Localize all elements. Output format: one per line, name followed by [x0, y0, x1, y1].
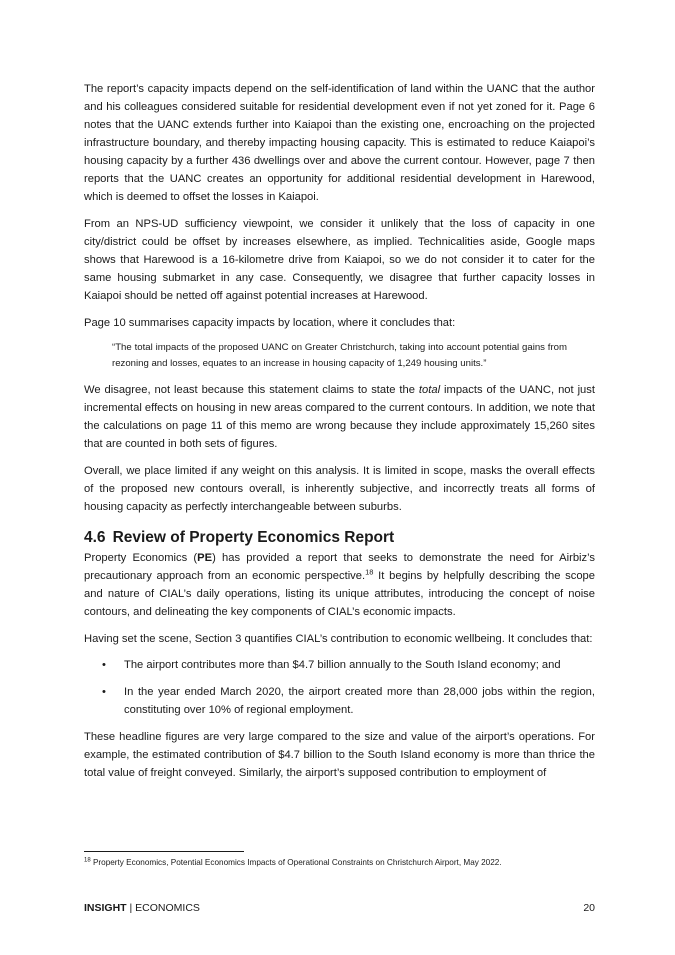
- section-number: 4.6: [84, 529, 106, 546]
- paragraph-set-the-scene: Having set the scene, Section 3 quantifies CIAL’s contribution to economic wellbeing. It concludes that:: [84, 633, 593, 645]
- text-segment: ) has provided a report that seeks to demonstrate the need for Airbiz’s precautionary approach from an economic perspective.: [84, 552, 596, 582]
- footnote-divider: [84, 851, 244, 852]
- emphasis-total: total: [418, 384, 441, 396]
- text-segment: We disagree, not least because this statement claims to state the: [84, 384, 419, 396]
- bullet-icon: •: [102, 659, 106, 671]
- section-title: Review of Property Economics Report: [112, 529, 395, 546]
- bullet-list: [84, 656, 595, 719]
- paragraph-capacity-impacts: The report’s capacity impacts depend on the self-identification of land within the UANC that the author and his colleagues considered suitable for residential development even if not yet zoned for it. Page 6 notes that the UANC extends further into Kaiapoi than the existing one, encroaching on the projected infrastructure boundary, and thereby impacting housing capacity. This is estimated to reduce Kaiapoi’s housing capacity by a further 436 dwellings over and above the current contour. However, page 7 then reports that the UANC creates an opportunity for additional residential development in Harewood, which is deemed to offset the losses in Kaiapoi.: [84, 83, 595, 203]
- paragraph-property-economics: [84, 549, 595, 621]
- text-segment: It begins by helpfully describing the scope and nature of CIAL’s daily operations, listing its unique attributes, introducing the concept of noise contours, and delineating the key components of CIAL’s economic impacts.: [84, 570, 596, 618]
- list-item: [84, 683, 595, 719]
- paragraph-headline-figures: These headline figures are very large compared to the size and value of the airport’s operations. For example, the estimated contribution of $4.7 billion to the South Island economy is more than thrice the total value of freight conveyed. Similarly, the airport’s supposed contribution to employment of: [84, 731, 595, 779]
- block-quote: “The total impacts of the proposed UANC on Greater Christchurch, taking into account potential gains from rezoning and losses, equates to an increase in housing capacity of 1,249 housing units.”: [112, 342, 567, 369]
- list-item: [84, 656, 595, 674]
- section-heading: [84, 528, 595, 548]
- paragraph-nps-ud: From an NPS-UD sufficiency viewpoint, we consider it unlikely that the loss of capacity in one city/district could be offset by increases elsewhere, as implied. Technicalities aside, Google maps shows that Harewood is a 16-kilometre drive from Kaiapoi, so we do not consider it to cater for the same housing submarket in any case. Consequently, we disagree that further capacity losses in Kaiapoi should be netted off against potential increases at Harewood.: [84, 218, 595, 302]
- abbreviation-pe: PE: [197, 552, 213, 564]
- bullet-icon: •: [102, 686, 106, 698]
- footer-separator: |: [126, 902, 136, 914]
- paragraph-overall: Overall, we place limited if any weight on this analysis. It is limited in scope, masks the overall effects of the proposed new contours overall, is inherently subjective, and incorrectly treats all forms of housing capacity as perfectly interchangeable between suburbs.: [84, 465, 595, 513]
- footnote-reference[interactable]: 18: [365, 567, 374, 577]
- page-footer: [84, 901, 595, 915]
- text-segment: impacts of the UANC, not just incremental effects on housing in new areas compared to the current contours. In addition, we note that the calculations on page 11 of this memo are wrong because they include approximately 15,260 sites that are counted in both sets of figures.: [84, 384, 595, 450]
- paragraph-disagree: [84, 381, 595, 453]
- page-number: 20: [583, 902, 595, 914]
- list-item-text: In the year ended March 2020, the airport created more than 28,000 jobs within the region, constituting over 10% of regional employment.: [124, 686, 595, 716]
- list-item-text: The airport contributes more than $4.7 billion annually to the South Island economy; and: [124, 659, 561, 671]
- footer-brand-rest: ECONOMICS: [135, 902, 200, 914]
- footnote-number: 18: [84, 857, 91, 864]
- paragraph-page-10: Page 10 summarises capacity impacts by location, where it concludes that:: [84, 317, 456, 329]
- footnote: [84, 857, 604, 869]
- footer-brand-bold: INSIGHT: [84, 902, 127, 914]
- text-segment: Property Economics (: [84, 552, 198, 564]
- body-content: [84, 80, 595, 782]
- footnote-text: Property Economics, Potential Economics Impacts of Operational Constraints on Christchurch Airport, May 2022.: [90, 858, 502, 867]
